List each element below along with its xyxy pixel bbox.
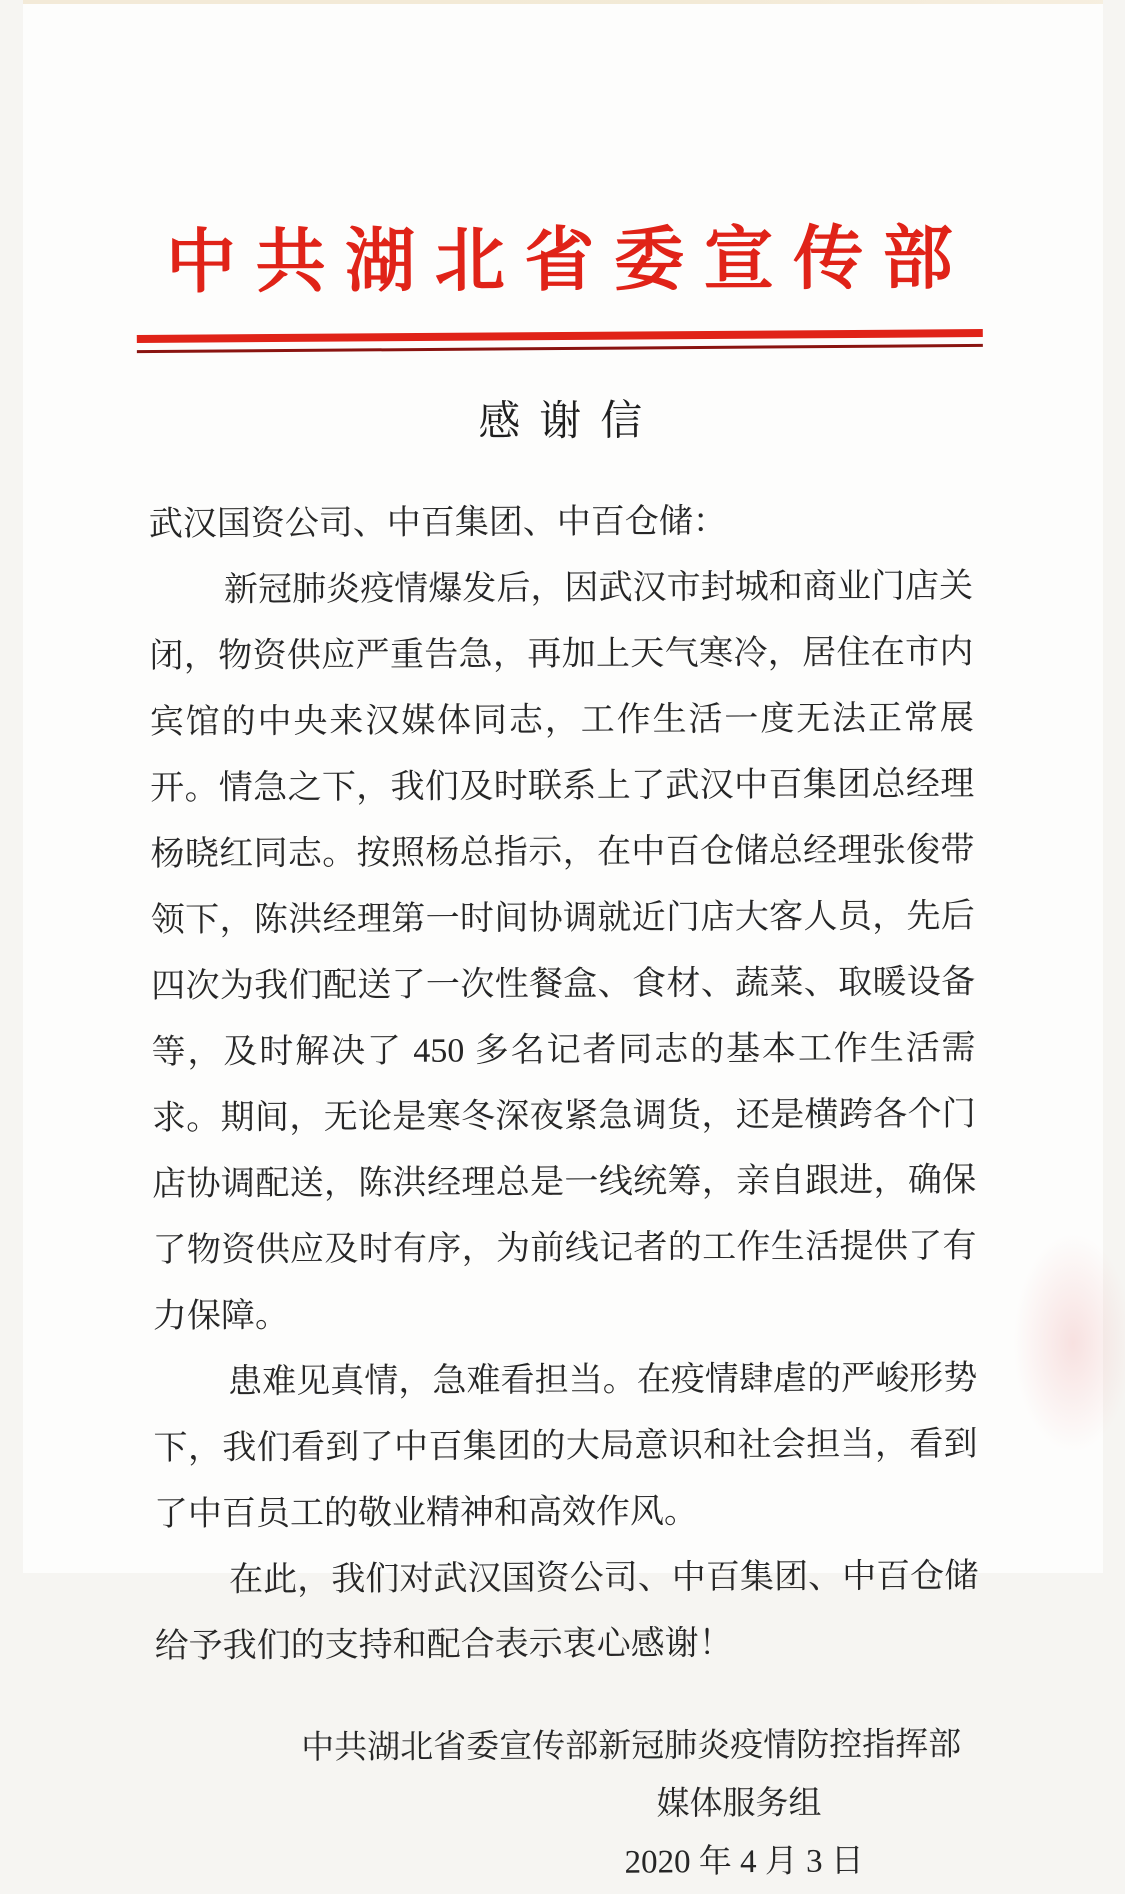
signature-block	[155, 1715, 980, 1893]
letter-title: 感谢信	[20, 385, 1100, 451]
letter-content	[18, 0, 1108, 1894]
body-paragraph-2: 患难见真情，急难看担当。在疫情肆虐的严峻形势下，我们看到了中百集团的大局意识和社会担当，看到了中百员工的敬业精神和高效作风。	[153, 1345, 978, 1547]
letterhead-rule-thin	[136, 343, 982, 352]
letterhead-rule-thick	[136, 329, 982, 343]
signature-date: 2020 年 4 月 3 日	[155, 1831, 979, 1893]
letterhead-org-name: 中共湖北省委宣传部	[19, 215, 1099, 308]
body-paragraph-3: 在此，我们对武汉国资公司、中百集团、中百仓储给予我们的支持和配合表示衷心感谢！	[154, 1543, 979, 1679]
signature-group: 媒体服务组	[155, 1773, 979, 1835]
scanned-letter-page	[23, 0, 1103, 1573]
body-paragraph-1: 新冠肺炎疫情爆发后，因武汉市封城和商业门店关闭，物资供应严重告急，再加上天气寒冷，居住在市内宾馆的中央来汉媒体同志，工作生活一度无法正常展开。情急之下，我们及时联系上了武汉中百集团总经理杨晓红同志。按照杨总指示，在中百仓储总经理张俊带领下，陈洪经理第一时间协调就近门店大客人员，先后四次为我们配送了一次性餐盒、食材、蔬菜、取暖设备等，及时解决了 450 多名记者同志的基本工作生活需求。期间，无论是寒冬深夜紧急调货，还是横跨各个门店协调配送，陈洪经理总是一线统筹，亲自跟进，确保了物资供应及时有序，为前线记者的工作生活提供了有力保障。	[148, 553, 976, 1349]
salutation: 武汉国资公司、中百集团、中百仓储：	[148, 487, 972, 557]
letter-body	[148, 487, 978, 1679]
signature-org: 中共湖北省委宣传部新冠肺炎疫情防控指挥部	[155, 1715, 979, 1777]
